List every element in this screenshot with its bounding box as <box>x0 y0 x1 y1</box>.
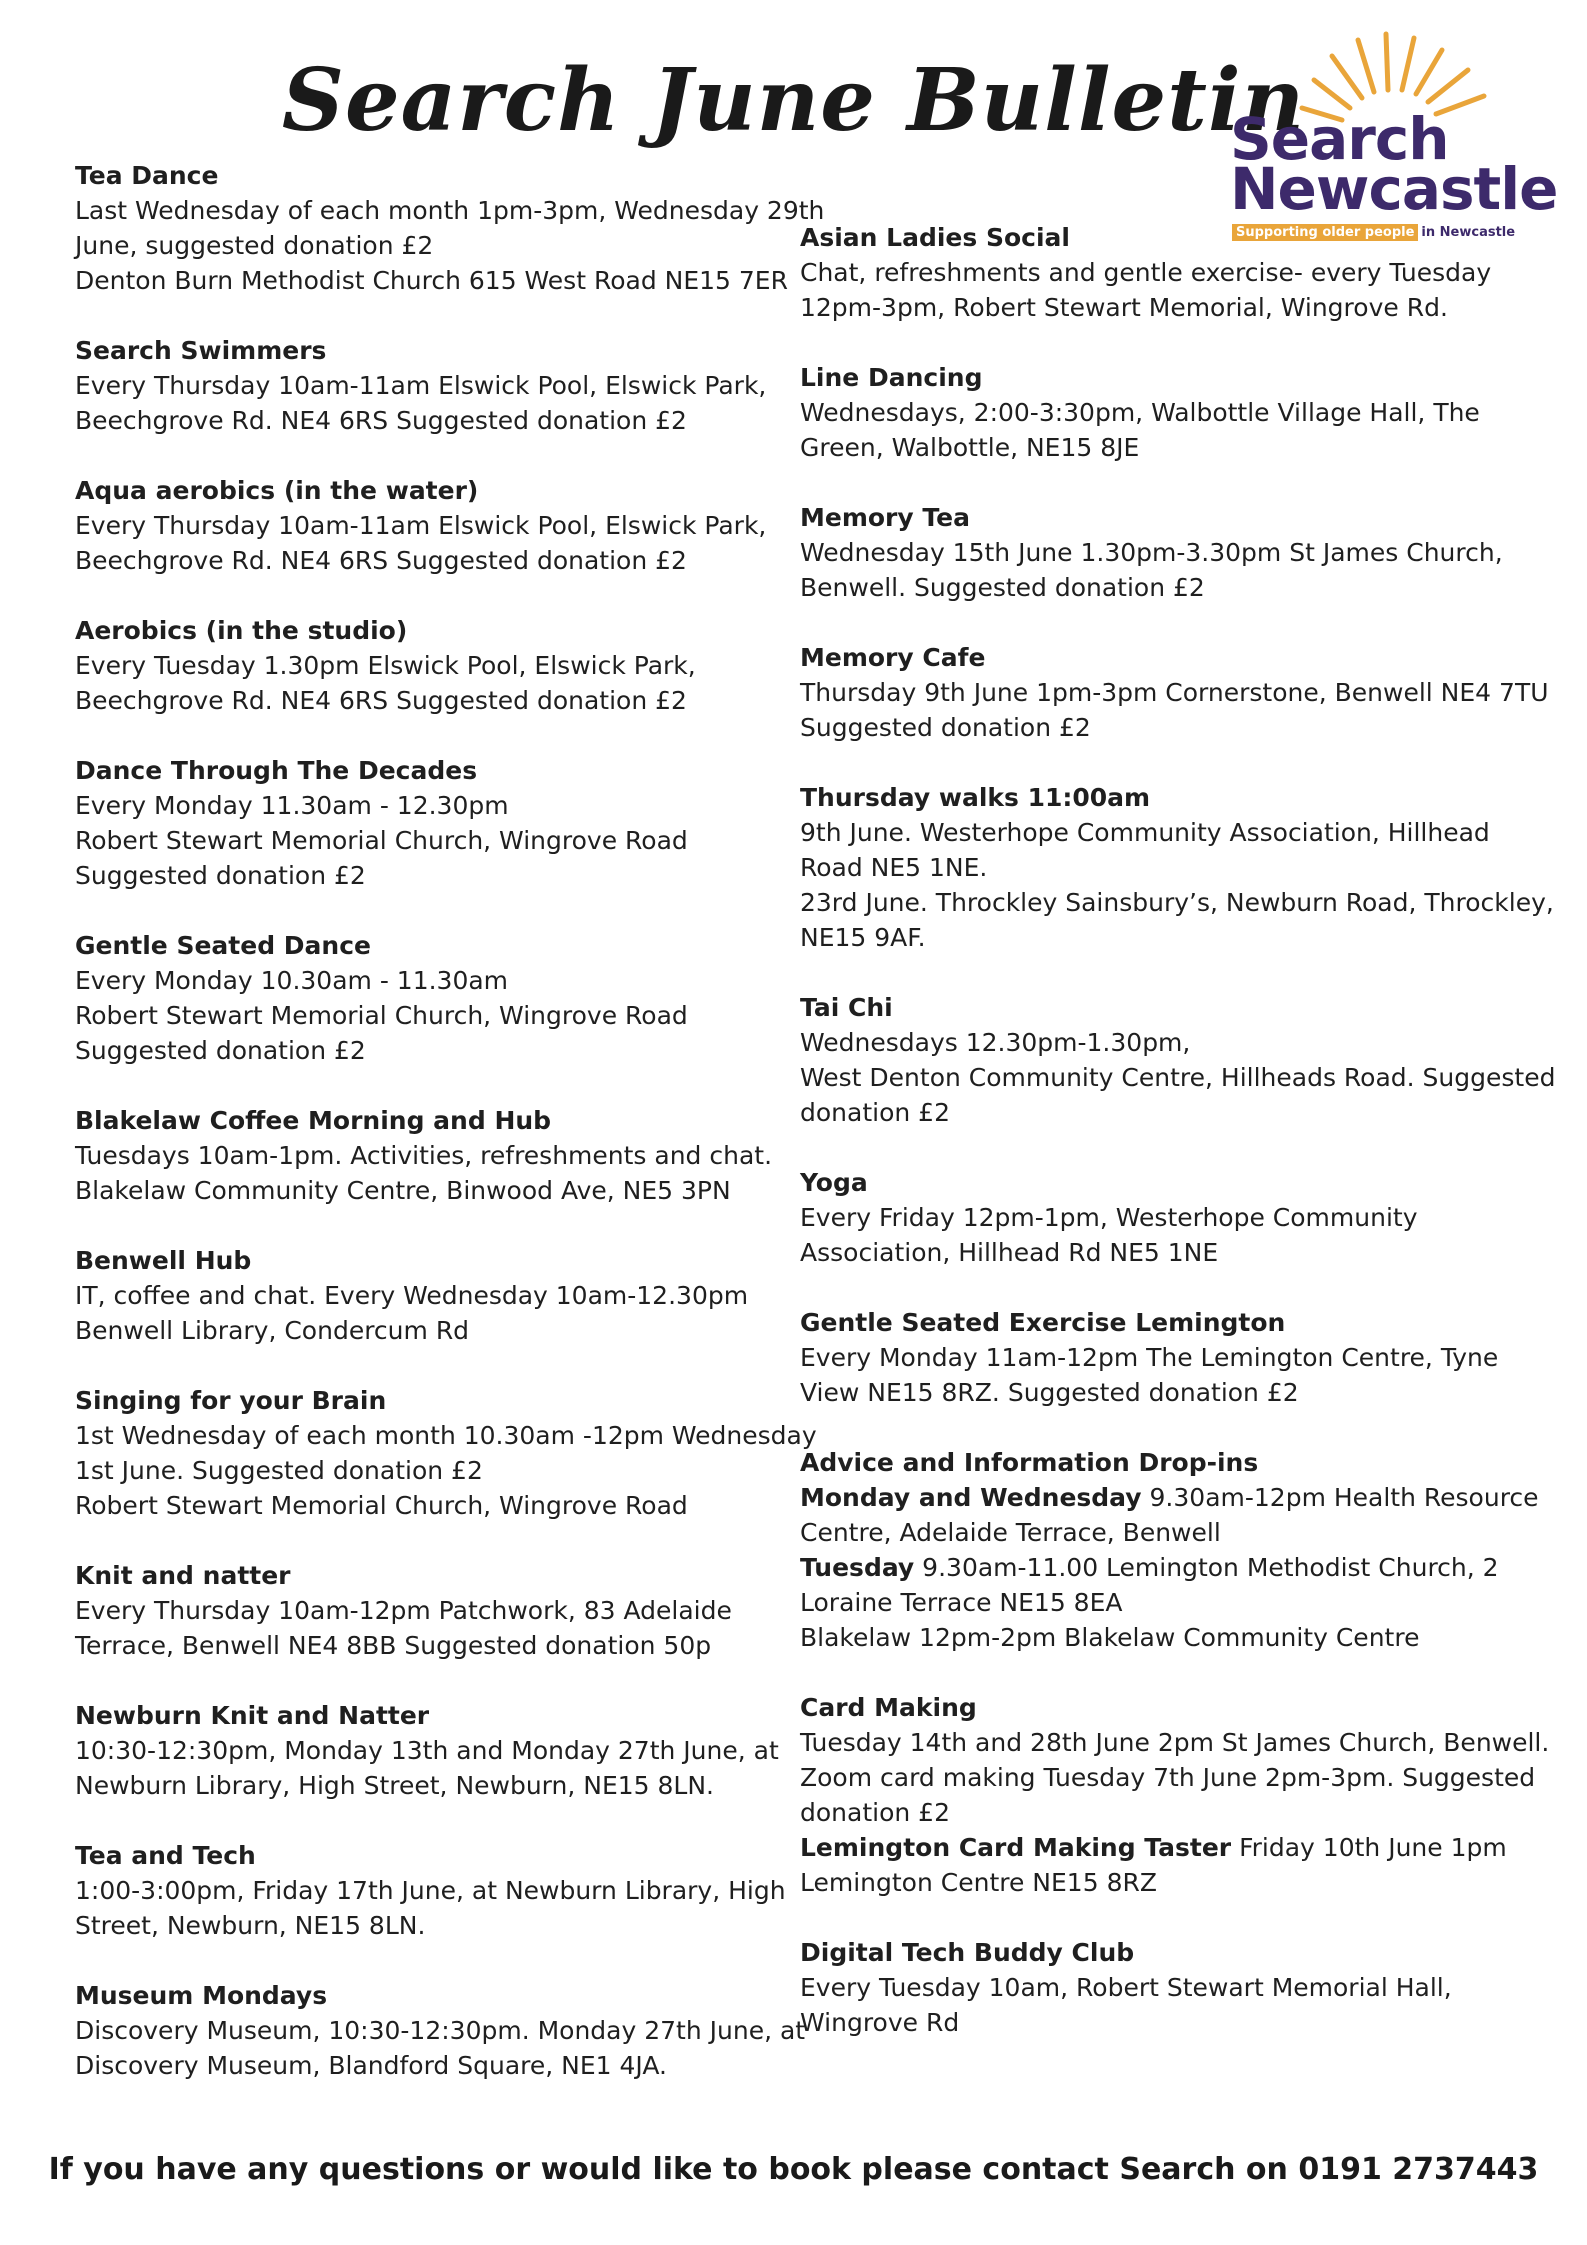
event-detail-bold: Monday and Wednesday <box>800 1483 1142 1512</box>
event-title: Yoga <box>800 1168 868 1197</box>
event-detail-line: Robert Stewart Memorial Church, Wingrove Road <box>75 826 688 855</box>
event-detail-bold: Tuesday <box>800 1553 915 1582</box>
event-detail-line: Denton Burn Methodist Church 615 West Road NE15 7ER <box>75 266 788 295</box>
event-title: Memory Tea <box>800 503 970 532</box>
event-item-aqua-aerobics-in-the-water <box>75 473 795 578</box>
event-detail-line: Beechgrove Rd. NE4 6RS Suggested donation £2 <box>75 406 687 435</box>
event-detail-bold: Lemington Card Making Taster <box>800 1833 1232 1862</box>
event-title: Blakelaw Coffee Morning and Hub <box>75 1106 552 1135</box>
event-detail-line: Zoom card making Tuesday 7th June 2pm-3pm. Suggested <box>800 1763 1536 1792</box>
event-item-tea-and-tech <box>75 1838 795 1943</box>
event-item-tai-chi <box>800 990 1556 1130</box>
event-item-yoga <box>800 1165 1520 1270</box>
event-detail-line: Last Wednesday of each month 1pm-3pm, Wednesday 29th <box>75 196 825 225</box>
event-item-museum-mondays <box>75 1978 806 2083</box>
event-title: Digital Tech Buddy Club <box>800 1938 1135 1967</box>
event-detail-line: Wednesday 15th June 1.30pm-3.30pm St James Church, <box>800 538 1503 567</box>
event-title: Tea and Tech <box>75 1841 256 1870</box>
event-detail-line: Suggested donation £2 <box>75 861 366 890</box>
logo-tagline-highlight: Supporting older people <box>1232 224 1418 241</box>
event-title: Asian Ladies Social <box>800 223 1070 252</box>
event-detail-line: 23rd June. Throckley Sainsbury’s, Newburn Road, Throckley, <box>800 888 1554 917</box>
event-detail-line: Every Tuesday 10am, Robert Stewart Memorial Hall, <box>800 1973 1452 2002</box>
event-detail-line: Terrace, Benwell NE4 8BB Suggested donation 50p <box>75 1631 712 1660</box>
event-item-aerobics-in-the-studio <box>75 613 795 718</box>
event-detail-line: Every Monday 11am-12pm The Lemington Centre, Tyne <box>800 1343 1499 1372</box>
event-detail-line <box>800 1550 1520 1585</box>
event-title: Benwell Hub <box>75 1246 252 1275</box>
event-item-memory-cafe <box>800 640 1549 745</box>
event-detail-line: Wednesdays 12.30pm-1.30pm, <box>800 1028 1191 1057</box>
event-title: Knit and natter <box>75 1561 291 1590</box>
event-detail-line: Every Friday 12pm-1pm, Westerhope Community <box>800 1203 1418 1232</box>
event-item-newburn-knit-and-natter <box>75 1698 795 1803</box>
event-detail-line: 9th June. Westerhope Community Association, Hillhead <box>800 818 1490 847</box>
event-title: Aqua aerobics (in the water) <box>75 476 479 505</box>
page-title: Search June Bulletin <box>281 50 1306 151</box>
event-title: Advice and Information Drop-ins <box>800 1448 1259 1477</box>
event-detail-line: Thursday 9th June 1pm-3pm Cornerstone, Benwell NE4 7TU <box>800 678 1549 707</box>
event-title: Museum Mondays <box>75 1981 328 2010</box>
event-item-blakelaw-coffee-morning-and-hub <box>75 1103 795 1208</box>
event-title: Memory Cafe <box>800 643 986 672</box>
event-detail-line: Every Thursday 10am-11am Elswick Pool, Elswick Park, <box>75 511 767 540</box>
event-detail-line: Newburn Library, High Street, Newburn, NE15 8LN. <box>75 1771 715 1800</box>
event-title: Search Swimmers <box>75 336 327 365</box>
event-title: Newburn Knit and Natter <box>75 1701 430 1730</box>
event-item-singing-for-your-brain <box>75 1383 817 1523</box>
event-detail-line: Every Monday 10.30am - 11.30am <box>75 966 509 995</box>
event-detail-line: Every Monday 11.30am - 12.30pm <box>75 791 509 820</box>
event-title: Thursday walks 11:00am <box>800 783 1151 812</box>
event-detail-line: Discovery Museum, 10:30-12:30pm. Monday 27th June, at <box>75 2016 806 2045</box>
event-detail-line: NE15 9AF. <box>800 923 926 952</box>
event-title: Gentle Seated Exercise Lemington <box>800 1308 1286 1337</box>
event-item-thursday-walks-11-00am <box>800 780 1554 955</box>
event-detail-line: Wingrove Rd <box>800 2008 960 2037</box>
event-item-advice-and-information-drop-ins <box>800 1445 1539 1655</box>
event-detail-line: Tuesday 14th and 28th June 2pm St James Church, Benwell. <box>800 1728 1550 1757</box>
event-detail-line: Tuesdays 10am-1pm. Activities, refreshments and chat. <box>75 1141 773 1170</box>
event-title: Aerobics (in the studio) <box>75 616 408 645</box>
logo-tagline-rest: in Newcastle <box>1421 225 1516 240</box>
event-detail-line: IT, coffee and chat. Every Wednesday 10am-12.30pm <box>75 1281 749 1310</box>
logo-word-search: Search <box>1230 105 1449 173</box>
event-detail-line: Loraine Terrace NE15 8EA <box>800 1588 1123 1617</box>
event-detail-line: Blakelaw 12pm-2pm Blakelaw Community Centre <box>800 1623 1420 1652</box>
event-title: Line Dancing <box>800 363 983 392</box>
event-detail-line: Beechgrove Rd. NE4 6RS Suggested donation £2 <box>75 546 687 575</box>
event-title: Card Making <box>800 1693 977 1722</box>
event-detail-line: 1st June. Suggested donation £2 <box>75 1456 483 1485</box>
event-detail-line: Green, Walbottle, NE15 8JE <box>800 433 1140 462</box>
event-detail-line: View NE15 8RZ. Suggested donation £2 <box>800 1378 1299 1407</box>
event-detail-line: Robert Stewart Memorial Church, Wingrove Road <box>75 1001 688 1030</box>
event-title: Gentle Seated Dance <box>75 931 371 960</box>
event-detail-line: Street, Newburn, NE15 8LN. <box>75 1911 426 1940</box>
event-title: Singing for your Brain <box>75 1386 387 1415</box>
event-detail-line: 1st Wednesday of each month 10.30am -12pm Wednesday <box>75 1421 817 1450</box>
event-detail-line: Chat, refreshments and gentle exercise- every Tuesday <box>800 258 1492 287</box>
event-detail-line: Lemington Centre NE15 8RZ <box>800 1868 1157 1897</box>
left-column <box>75 158 825 2118</box>
event-title: Tea Dance <box>75 161 219 190</box>
event-detail-line: 10:30-12:30pm, Monday 13th and Monday 27th June, at <box>75 1736 779 1765</box>
event-detail-line: 1:00-3:00pm, Friday 17th June, at Newburn Library, High <box>75 1876 786 1905</box>
event-detail-line: Centre, Adelaide Terrace, Benwell <box>800 1518 1221 1547</box>
event-detail-line: Suggested donation £2 <box>75 1036 366 1065</box>
event-detail-line: Every Thursday 10am-11am Elswick Pool, Elswick Park, <box>75 371 767 400</box>
event-detail-line: Wednesdays, 2:00-3:30pm, Walbottle Village Hall, The <box>800 398 1480 427</box>
event-item-dance-through-the-decades <box>75 753 795 893</box>
logo-word-newcastle: Newcastle <box>1230 155 1558 223</box>
event-item-tea-dance <box>75 158 825 298</box>
event-item-card-making <box>800 1690 1550 1900</box>
event-detail-line <box>800 1830 1520 1865</box>
event-detail-line: Every Tuesday 1.30pm Elswick Pool, Elswick Park, <box>75 651 696 680</box>
event-detail-line: Blakelaw Community Centre, Binwood Ave, NE5 3PN <box>75 1176 731 1205</box>
event-item-memory-tea <box>800 500 1520 605</box>
event-item-line-dancing <box>800 360 1520 465</box>
event-detail-line: Benwell Library, Condercum Rd <box>75 1316 470 1345</box>
event-item-digital-tech-buddy-club <box>800 1935 1520 2040</box>
event-item-benwell-hub <box>75 1243 795 1348</box>
event-detail-line: June, suggested donation £2 <box>75 231 434 260</box>
event-detail-text: Friday 10th June 1pm <box>1231 1833 1507 1862</box>
event-detail-line: Benwell. Suggested donation £2 <box>800 573 1205 602</box>
event-detail-line: Beechgrove Rd. NE4 6RS Suggested donation £2 <box>75 686 687 715</box>
event-detail-line: donation £2 <box>800 1798 950 1827</box>
event-detail-line: Road NE5 1NE. <box>800 853 988 882</box>
event-item-search-swimmers <box>75 333 795 438</box>
event-detail-line: Robert Stewart Memorial Church, Wingrove Road <box>75 1491 688 1520</box>
right-column <box>800 220 1556 2075</box>
contact-footer: If you have any questions or would like to book please contact Search on 0191 2737443 <box>48 2152 1539 2187</box>
event-item-gentle-seated-exercise-lemington <box>800 1305 1520 1410</box>
event-title: Dance Through The Decades <box>75 756 478 785</box>
event-detail-line <box>800 1480 1539 1515</box>
event-item-knit-and-natter <box>75 1558 795 1663</box>
event-detail-line: Association, Hillhead Rd NE5 1NE <box>800 1238 1219 1267</box>
event-title: Tai Chi <box>800 993 893 1022</box>
event-detail-text: 9.30am-12pm Health Resource <box>1141 1483 1539 1512</box>
search-newcastle-logo <box>1222 28 1558 248</box>
event-detail-line: Discovery Museum, Blandford Square, NE1 4JA. <box>75 2051 667 2080</box>
event-item-asian-ladies-social <box>800 220 1520 325</box>
event-detail-line: 12pm-3pm, Robert Stewart Memorial, Wingrove Rd. <box>800 293 1448 322</box>
event-detail-line: Every Thursday 10am-12pm Patchwork, 83 Adelaide <box>75 1596 732 1625</box>
event-detail-text: 9.30am-11.00 Lemington Methodist Church, 2 <box>914 1553 1499 1582</box>
event-detail-line: Suggested donation £2 <box>800 713 1091 742</box>
event-item-gentle-seated-dance <box>75 928 795 1068</box>
event-detail-line: West Denton Community Centre, Hillheads Road. Suggested <box>800 1063 1556 1092</box>
event-detail-line: donation £2 <box>800 1098 950 1127</box>
